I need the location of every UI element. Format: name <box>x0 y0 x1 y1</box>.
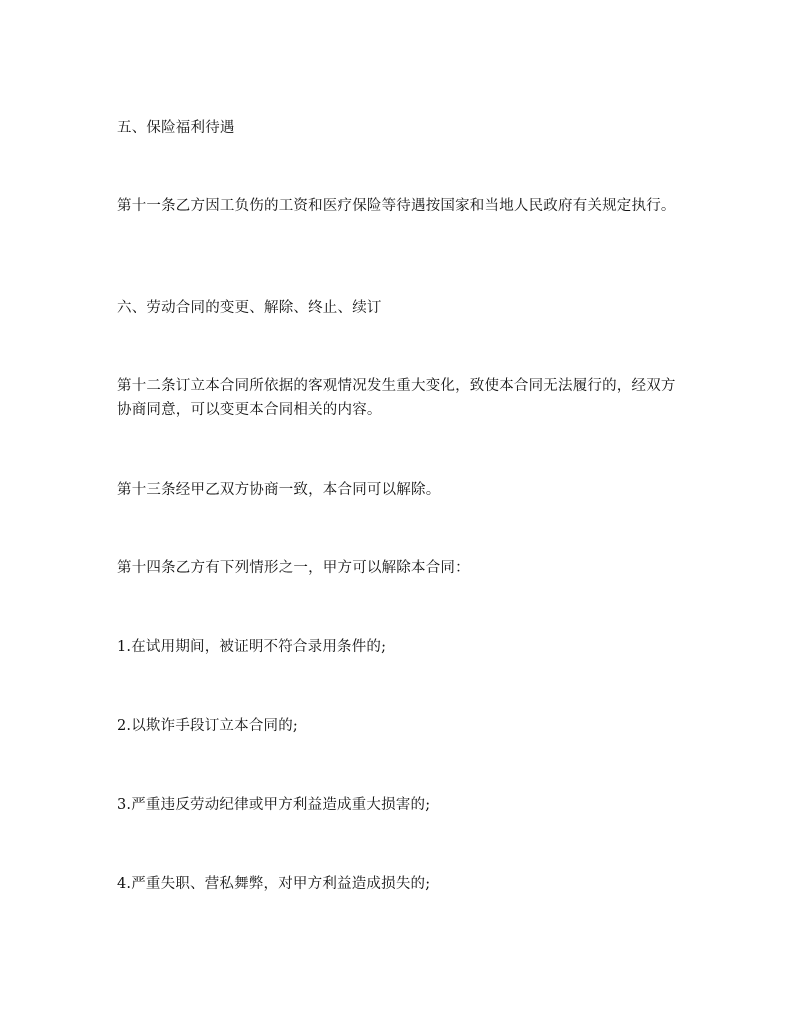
section-heading-contract-changes: 六、劳动合同的变更、解除、终止、续订 <box>117 300 382 316</box>
article-13: 第十三条经甲乙双方协商一致，本合同可以解除。 <box>117 482 441 498</box>
article-11: 第十一条乙方因工负伤的工资和医疗保险等待遇按国家和当地人民政府有关规定执行。 <box>117 198 676 214</box>
article-12: 第十二条订立本合同所依据的客观情况发生重大变化，致使本合同无法履行的，经双方协商同意，可以变更本合同相关的内容。 <box>117 378 676 418</box>
list-item: 4.严重失职、营私舞弊，对甲方利益造成损失的; <box>117 876 431 892</box>
list-item: 1.在试用期间，被证明不符合录用条件的; <box>117 639 387 655</box>
list-item: 3.严重违反劳动纪律或甲方利益造成重大损害的; <box>117 797 431 813</box>
list-item: 2.以欺诈手段订立本合同的; <box>117 718 299 734</box>
section-heading-insurance-benefits: 五、保险福利待遇 <box>117 120 235 136</box>
article-14: 第十四条乙方有下列情形之一，甲方可以解除本合同： <box>117 560 470 576</box>
